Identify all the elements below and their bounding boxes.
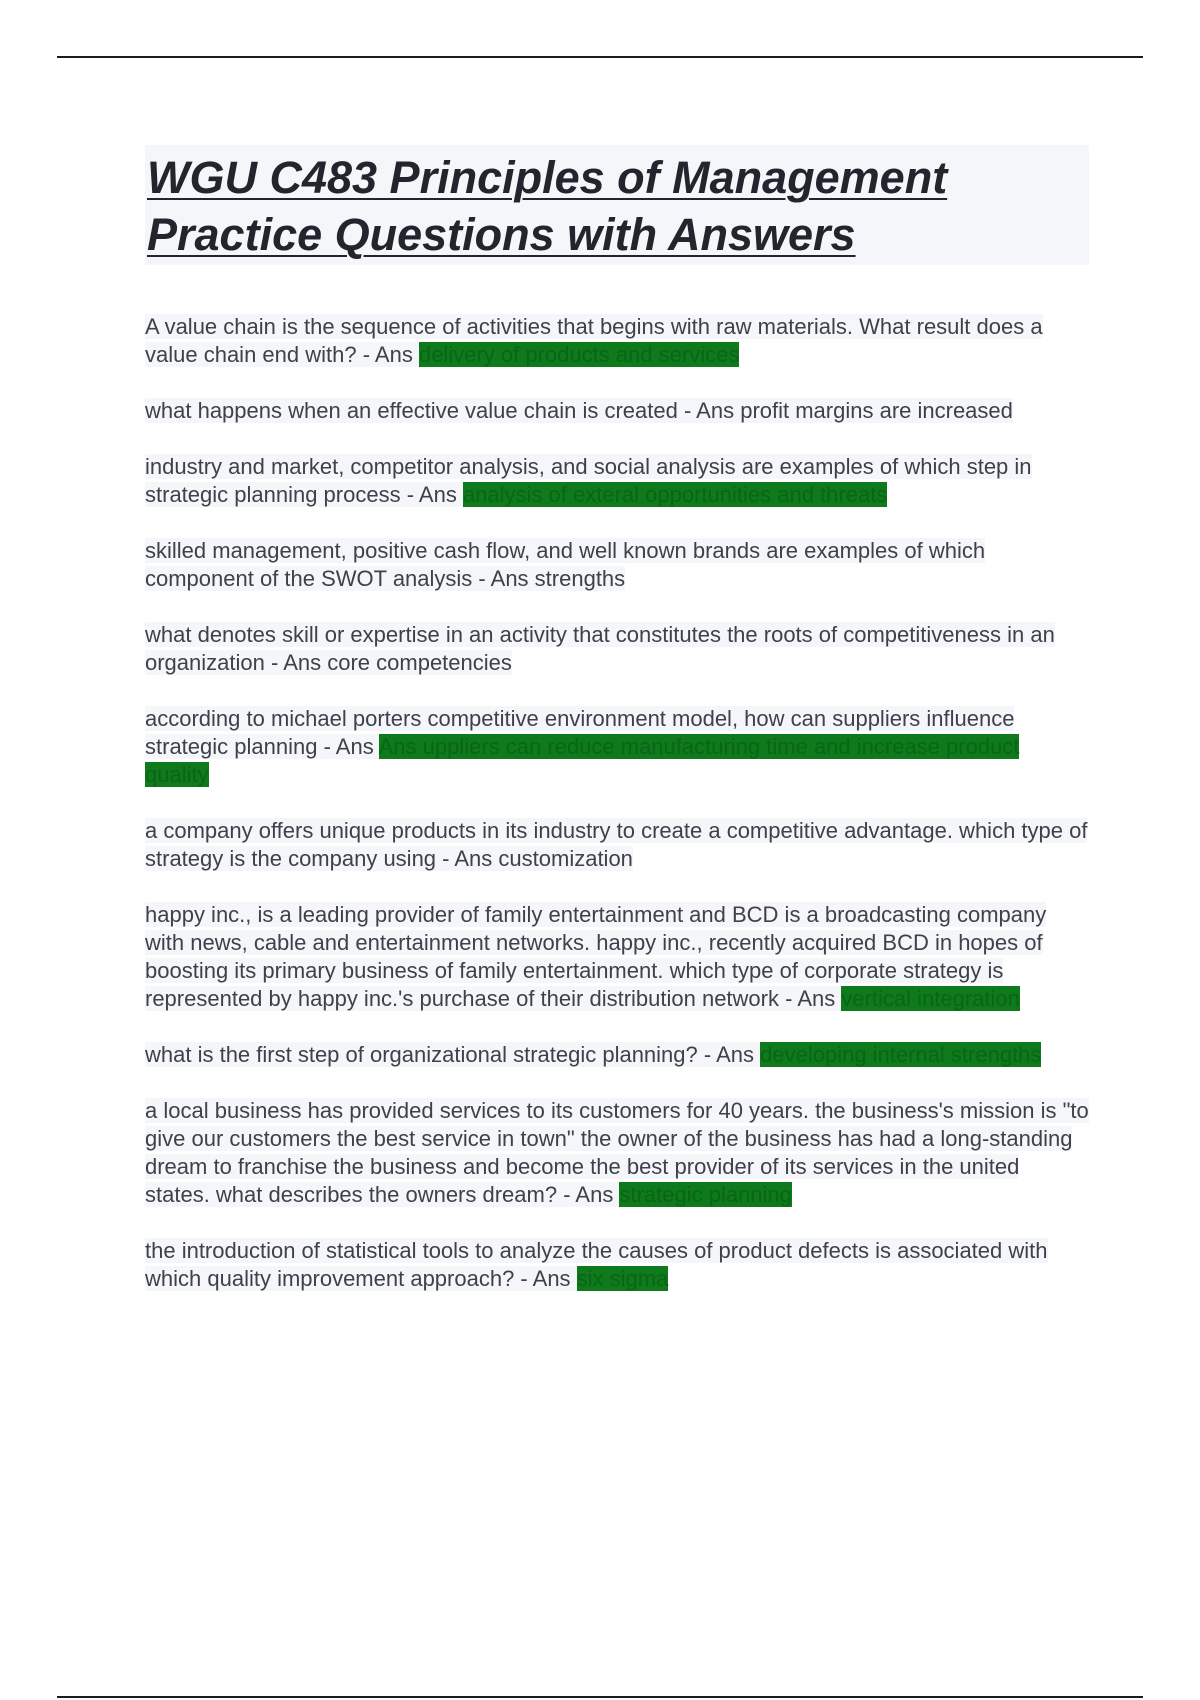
- qa-item: [145, 1097, 1089, 1209]
- answer-text: customization: [498, 846, 633, 871]
- question-text: the introduction of statistical tools to analyze the causes of product defects is associated with which quality improvement approach?: [145, 1238, 1048, 1291]
- title-block: [145, 145, 1089, 265]
- answer-separator: - Ans: [317, 734, 379, 759]
- answer-highlighted: six sigma: [576, 1266, 669, 1291]
- answer-text: profit margins are increased: [740, 398, 1013, 423]
- answer-text: strengths: [534, 566, 626, 591]
- question-text: what happens when an effective value chain is created: [145, 398, 678, 423]
- question-text: industry and market, competitor analysis, and social analysis are examples of which step in strategic planning process: [145, 454, 1032, 507]
- qa-item: [145, 537, 1089, 593]
- top-rule: [57, 56, 1143, 58]
- qa-list: [145, 313, 1089, 1293]
- document-body: [145, 145, 1089, 1321]
- question-text: happy inc., is a leading provider of family entertainment and BCD is a broadcasting company with news, cable and entertainment networks. happy inc., recently acquired BCD in hopes of boosting its primary business of family entertainment. which type of corporate strategy is represented by happy inc.'s purchase of their distribution network: [145, 902, 1047, 1011]
- qa-item: [145, 313, 1089, 369]
- qa-item: [145, 397, 1089, 425]
- qa-item: [145, 817, 1089, 873]
- answer-highlighted: delivery of products and services: [418, 342, 740, 367]
- answer-separator: - Ans: [356, 342, 419, 367]
- qa-item: [145, 1237, 1089, 1293]
- answer-highlighted: Ans uppliers can reduce manufacturing time and increase product quality: [145, 734, 1020, 787]
- bottom-rule: [57, 1696, 1143, 1698]
- answer-separator: - Ans: [677, 398, 741, 423]
- answer-separator: - Ans: [264, 650, 328, 675]
- answer-separator: - Ans: [472, 566, 535, 591]
- question-text: according to michael porters competitive environment model, how can suppliers influence strategic planning: [145, 706, 1015, 759]
- question-text: A value chain is the sequence of activities that begins with raw materials. What result does a value chain end with?: [145, 314, 1043, 367]
- qa-item: [145, 901, 1089, 1013]
- question-text: what is the first step of organizational strategic planning?: [145, 1042, 698, 1067]
- document-title: WGU C483 Principles of Management Practice Questions with Answers: [147, 152, 948, 260]
- answer-separator: - Ans: [779, 986, 842, 1011]
- question-text: skilled management, positive cash flow, and well known brands are examples of which component of the SWOT analysis: [145, 538, 986, 591]
- qa-item: [145, 621, 1089, 677]
- qa-item: [145, 453, 1089, 509]
- answer-highlighted: vertical integration: [841, 986, 1020, 1011]
- answer-separator: - Ans: [400, 482, 463, 507]
- answer-separator: - Ans: [557, 1182, 620, 1207]
- question-text: a local business has provided services to its customers for 40 years. the business's mission is "to give our customers the best service in town" the owner of the business has had a long-standing dream to franchise the business and become the best provider of its services in the united states. what describes the owners dream?: [145, 1098, 1089, 1207]
- answer-separator: - Ans: [436, 846, 499, 871]
- qa-item: [145, 1041, 1089, 1069]
- answer-highlighted: developing internal strengths: [760, 1042, 1042, 1067]
- answer-highlighted: analysis of exteral opportunities and threats: [462, 482, 888, 507]
- question-text: what denotes skill or expertise in an activity that constitutes the roots of competitiveness in an organization: [145, 622, 1055, 675]
- question-text: a company offers unique products in its industry to create a competitive advantage. which type of strategy is the company using: [145, 818, 1088, 871]
- answer-separator: - Ans: [697, 1042, 761, 1067]
- qa-item: [145, 705, 1089, 789]
- answer-separator: - Ans: [514, 1266, 577, 1291]
- answer-text: core competencies: [327, 650, 512, 675]
- answer-highlighted: strategic planning: [619, 1182, 792, 1207]
